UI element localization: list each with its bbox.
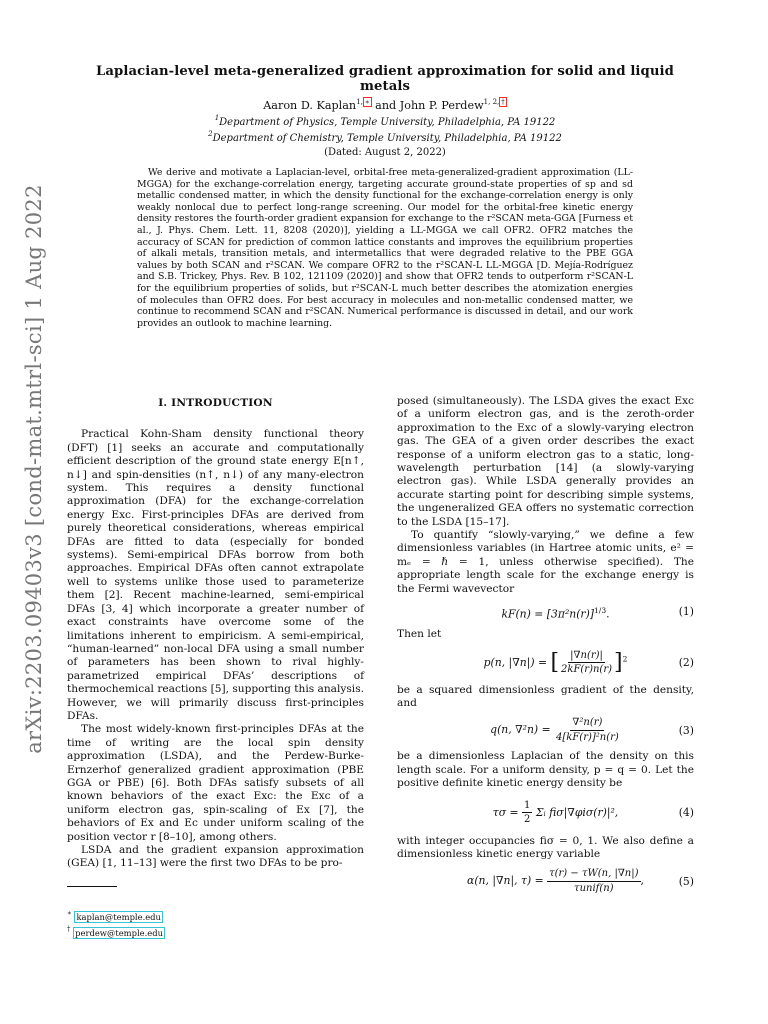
affiliation-2-sup: 2 xyxy=(208,130,213,138)
left-column xyxy=(67,397,364,871)
author-2-affil: 1, 2, xyxy=(483,98,500,106)
eq3-lhs: q(n, ∇²n) = xyxy=(490,723,551,737)
author-1-footnote-link[interactable]: ∗ xyxy=(364,98,370,106)
eq5-lhs: α(n, |∇n|, τ) = xyxy=(467,874,544,888)
section-heading: I. INTRODUCTION xyxy=(158,397,273,409)
footnote-2-email-link[interactable]: perdew@temple.edu xyxy=(75,928,163,938)
right-paragraph-5: with integer occupancies fiσ = 0, 1. We also define a dimensionless kinetic energy variable xyxy=(397,834,694,860)
eq1-expression: kF(n) = [3π²n(r)] xyxy=(501,607,595,621)
arxiv-stamp xyxy=(12,184,56,754)
eq2-lhs: p(n, |∇n|) = xyxy=(483,655,548,669)
eq2-number: (2) xyxy=(678,655,694,669)
paper-date: (Dated: August 2, 2022) xyxy=(324,147,446,158)
paper-title: Laplacian-level meta-generalized gradient approximation for solid and liquid metals xyxy=(96,64,674,94)
then-let-text: Then let xyxy=(397,628,442,641)
eq4-denominator: 2 xyxy=(524,814,531,826)
footnote-1-mark: ∗ xyxy=(67,909,72,917)
author-2-name: John P. Perdew xyxy=(399,99,484,112)
intro-paragraph-1: Practical Kohn-Sham density functional theory (DFT) [1] seeks an accurate and computationally efficient description of the ground state energy E[n↑, n↓] and spin-densities (n↑, n↓) of any many-electron system. This requires a density functional approximation (DFA) for the exchange-correlation energy Exc. First-principles DFAs are derived from purely theoretical considerations, whereas empirical DFAs are fitted to data (especially for bonded systems). Semi-empirical DFAs borrow from both approaches. Empirical DFAs often cannot extrapolate well to systems unlike those used to parameterize them [2]. Recent machine-learned, semi-empirical DFAs [3, 4] which incorporate a greater number of exact constraints have overcome some of the limitations inherent to empiricism. A semi-empirical, “human-learned” non-local DFA using a small number of parameters has been shown to rival highly-parametrized empirical DFAs’ descriptions of thermochemical reactions [5], supporting this analysis. However, we will primarily discuss first-principles DFAs. xyxy=(67,428,364,722)
eq3-number: (3) xyxy=(678,723,694,737)
eq2-numerator: |∇n(r)| xyxy=(568,649,605,663)
right-paragraph-1: posed (simultaneously). The LSDA gives the exact Exc of a uniform electron gas, and is the zeroth-order approximation to the Exc of a slowly-varying electron gas. The GEA of a given order describes the exact response of a uniform electron gas to a static, long-wavelength perturbation [14] (a slowly-varying electron gas). While LSDA generally provides an accurate starting point for describing simple systems, the ungeneralized GEA offers no systematic correction to the LSDA [15–17]. xyxy=(397,395,694,528)
author-conjunction: and xyxy=(371,99,400,112)
eq5-numerator: τ(r) − τW(n, |∇n|) xyxy=(547,867,640,881)
footnote-rule xyxy=(67,886,117,887)
affiliation-2 xyxy=(80,130,690,144)
right-column xyxy=(397,395,694,901)
intro-paragraph-3: LSDA and the gradient expansion approximation (GEA) [1, 11–13] were the first two DFAs to be pro- xyxy=(67,844,364,870)
right-paragraph-3: be a squared dimensionless gradient of the density, and xyxy=(397,683,694,709)
arxiv-stamp-text: arXiv:2203.09403v3 [cond-mat.mtrl-sci] 1 Aug 2022 xyxy=(22,184,47,754)
right-paragraph-4: be a dimensionless Laplacian of the density on this length scale. For a uniform density, p = q = 0. Let the positive definite kinetic energy density be xyxy=(397,750,694,790)
equation-4 xyxy=(397,791,694,835)
eq4-numerator: 1 xyxy=(522,799,532,813)
eq4-number: (4) xyxy=(678,805,694,819)
footnote-1 xyxy=(67,907,165,923)
affiliation-1-sup: 1 xyxy=(214,114,220,122)
author-1-name: Aaron D. Kaplan xyxy=(263,99,357,112)
equation-2: p(n, |∇n|) = [ $\frac{|\nabla n(r)|}{2kF(r)n(r)}$ ]$^2$ (2) xyxy=(483,649,694,675)
footnote-2 xyxy=(67,923,165,939)
eq4-lhs: τσ = xyxy=(492,805,519,819)
eq5-denominator: τunif(n) xyxy=(574,882,614,894)
eq3-denominator: 4[kF(r)]²n(r) xyxy=(556,731,619,743)
equation-1: $kF(n) = [3\pi^2n(r)]^{1/3}$. (1) xyxy=(501,605,694,621)
eq2-denominator: 2kF(r)n(r) xyxy=(561,664,613,675)
abstract-text: We derive and motivate a Laplacian-level, orbital-free meta-generalized-gradient approximation (LL-MGGA) for the exchange-correlation energy, targeting accurate ground-state properties of sp and sd metallic condensed matter, in which the density functional for the exchange-correlation energy is only weakly nonlocal due to perfect long-range screening. Our model for the orbital-free kinetic energy density restores the fourth-order gradient expansion for exchange to the r²SCAN meta-GGA [Furness et al., J. Phys. Chem. Lett. 11, 8208 (2020)], yielding a LL-MGGA we call OFR2. OFR2 matches the accuracy of SCAN for prediction of common lattice constants and improves the equilibrium properties of alkali metals, transition metals, and intermetallics that were degraded relative to the PBE GGA values by both SCAN and r²SCAN. We compare OFR2 to the r²SCAN-L LL-MGGA [D. Mejía-Rodríguez and S.B. Trickey, Phys. Rev. B 102, 121109 (2020)] and show that OFR2 tends to outperform r²SCAN-L for the equilibrium properties of solids, but r²SCAN-L much better describes the atomization energies of molecules than OFR2 does. For best accuracy in molecules and non-metallic condensed matter, we continue to recommend SCAN and r²SCAN. Numerical performance is discussed in detail, and our work provides an outlook to machine learning. xyxy=(137,167,633,329)
equation-5: α(n, |∇n|, τ) = $\frac{\tau(r) - \tau W(n, |\nabla n|)}{\text{τunif(n)}}$ , (5) xyxy=(467,868,694,894)
footnote-2-mark: † xyxy=(67,925,71,933)
footnotes xyxy=(67,907,165,939)
eq1-exponent: 1/3 xyxy=(594,605,607,615)
footnote-1-email-link[interactable]: kaplan@temple.edu xyxy=(76,912,161,922)
affiliation-1-text: Department of Physics, Temple University, Philadelphia, PA 19122 xyxy=(219,117,556,128)
eq1-number: (1) xyxy=(678,605,694,619)
eq2-exponent: 2 xyxy=(622,653,628,663)
author-2-footnote-link[interactable]: † xyxy=(501,98,505,106)
intro-paragraph-2: The most widely-known first-principles DFAs at the time of writing are the local spin density approximation (LSDA), and the Perdew-Burke-Ernzerhof generalized gradient approximation (PBE GGA or PBE) [6]. Both DFAs satisfy subsets of all known behaviors of the exact Exc: the Exc of a uniform electron gas, spin-scaling of Ex [7], the behaviors of Ex and Ec under uniform scaling of the position vector r [8–10], among others. xyxy=(67,723,364,843)
right-paragraph-2: To quantify “slowly-varying,” we define a few dimensionless variables (in Hartree atomic units, e² = mₑ = ℏ = 1, unless otherwise specified). The appropriate length scale for the exchange energy is the Fermi wavevector xyxy=(397,529,694,595)
affiliation-2-text: Department of Chemistry, Temple University, Philadelphia, PA 19122 xyxy=(212,133,562,144)
eq5-number: (5) xyxy=(678,874,694,888)
author-1-affil: 1, xyxy=(356,98,363,106)
equation-3 xyxy=(397,710,694,750)
eq4-rhs: Σᵢ fiσ|∇φiσ(r)|², xyxy=(535,805,619,819)
affiliation-1 xyxy=(80,114,690,128)
eq3-numerator: ∇²n(r) xyxy=(570,716,604,730)
abstract xyxy=(137,167,633,329)
author-line xyxy=(80,97,690,112)
